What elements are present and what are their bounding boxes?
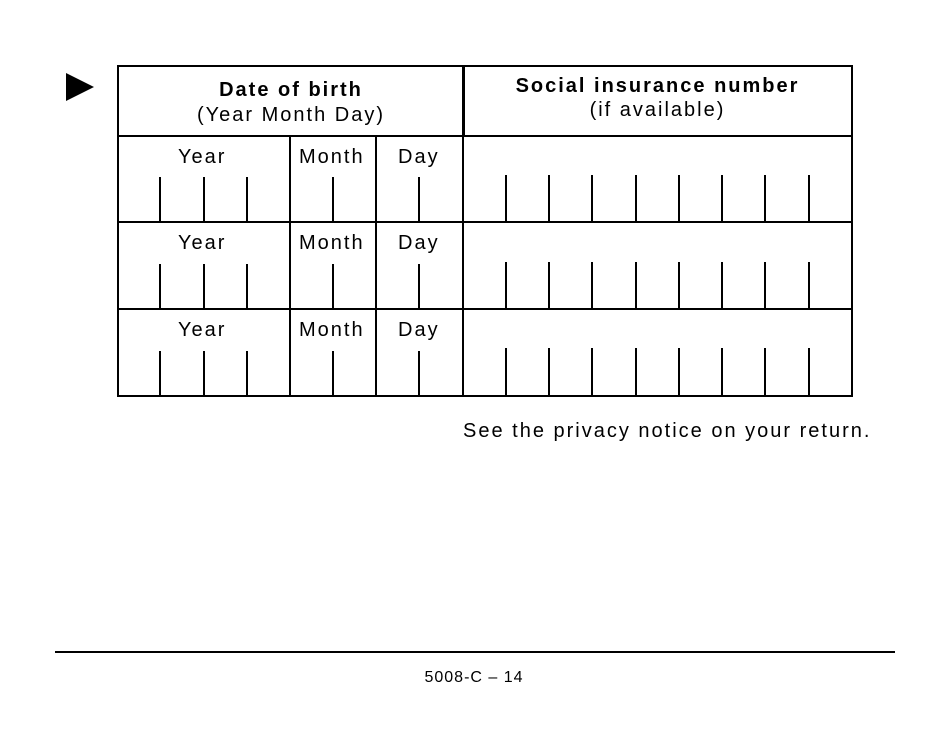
year-label: Year	[178, 319, 227, 341]
sin-digit-box[interactable]	[808, 348, 810, 396]
month-digit-box[interactable]	[332, 351, 334, 396]
sin-digit-box[interactable]	[548, 175, 550, 222]
sin-digit-box[interactable]	[808, 262, 810, 309]
sin-digit-box[interactable]	[721, 262, 723, 309]
sin-digit-box[interactable]	[678, 348, 680, 396]
year-digit-box[interactable]	[159, 177, 161, 222]
sin-digit-box[interactable]	[548, 348, 550, 396]
date-of-birth-title: Date of birth	[219, 79, 363, 101]
year-label: Year	[178, 146, 227, 168]
month-label: Month	[299, 232, 365, 254]
sin-subtitle: (if available)	[589, 99, 726, 121]
footer-divider	[55, 651, 895, 653]
month-digit-box[interactable]	[332, 177, 334, 222]
year-digit-box[interactable]	[159, 264, 161, 309]
year-label: Year	[178, 232, 227, 254]
date-of-birth-subtitle: (Year Month Day)	[197, 104, 385, 126]
date-of-birth-header	[117, 65, 465, 137]
sin-digit-box[interactable]	[721, 175, 723, 222]
day-digit-box[interactable]	[418, 264, 420, 309]
year-digit-box[interactable]	[246, 264, 248, 309]
sin-digit-box[interactable]	[635, 348, 637, 396]
year-digit-box[interactable]	[159, 351, 161, 396]
sin-digit-box[interactable]	[548, 262, 550, 309]
year-digit-box[interactable]	[246, 177, 248, 222]
day-digit-box[interactable]	[418, 177, 420, 222]
sin-title: Social insurance number	[515, 75, 800, 97]
sin-digit-box[interactable]	[721, 348, 723, 396]
sin-digit-box[interactable]	[505, 348, 507, 396]
year-digit-box[interactable]	[203, 177, 205, 222]
dob-sin-divider	[462, 135, 464, 397]
sin-digit-box[interactable]	[505, 262, 507, 309]
sin-digit-box[interactable]	[635, 175, 637, 222]
sin-digit-box[interactable]	[591, 175, 593, 222]
year-month-divider	[289, 135, 291, 397]
day-label: Day	[398, 232, 440, 254]
sin-digit-box[interactable]	[678, 175, 680, 222]
sin-digit-box[interactable]	[678, 262, 680, 309]
page-number	[0, 669, 950, 687]
arrow-pointer-icon	[66, 73, 94, 101]
privacy-notice: See the privacy notice on your return.	[463, 420, 872, 442]
month-label: Month	[299, 319, 365, 341]
day-digit-box[interactable]	[418, 351, 420, 396]
page-number-text: 5008-C – 14	[424, 669, 524, 686]
sin-digit-box[interactable]	[764, 348, 766, 396]
month-day-divider	[375, 135, 377, 397]
row-divider	[117, 308, 853, 310]
day-label: Day	[398, 146, 440, 168]
sin-digit-box[interactable]	[764, 262, 766, 309]
year-digit-box[interactable]	[246, 351, 248, 396]
month-digit-box[interactable]	[332, 264, 334, 309]
sin-header	[462, 65, 853, 137]
sin-digit-box[interactable]	[635, 262, 637, 309]
row-divider	[117, 221, 853, 223]
sin-digit-box[interactable]	[591, 348, 593, 396]
sin-digit-box[interactable]	[505, 175, 507, 222]
day-label: Day	[398, 319, 440, 341]
sin-digit-box[interactable]	[764, 175, 766, 222]
year-digit-box[interactable]	[203, 351, 205, 396]
sin-digit-box[interactable]	[591, 262, 593, 309]
year-digit-box[interactable]	[203, 264, 205, 309]
sin-digit-box[interactable]	[808, 175, 810, 222]
month-label: Month	[299, 146, 365, 168]
entry-table	[117, 135, 853, 397]
